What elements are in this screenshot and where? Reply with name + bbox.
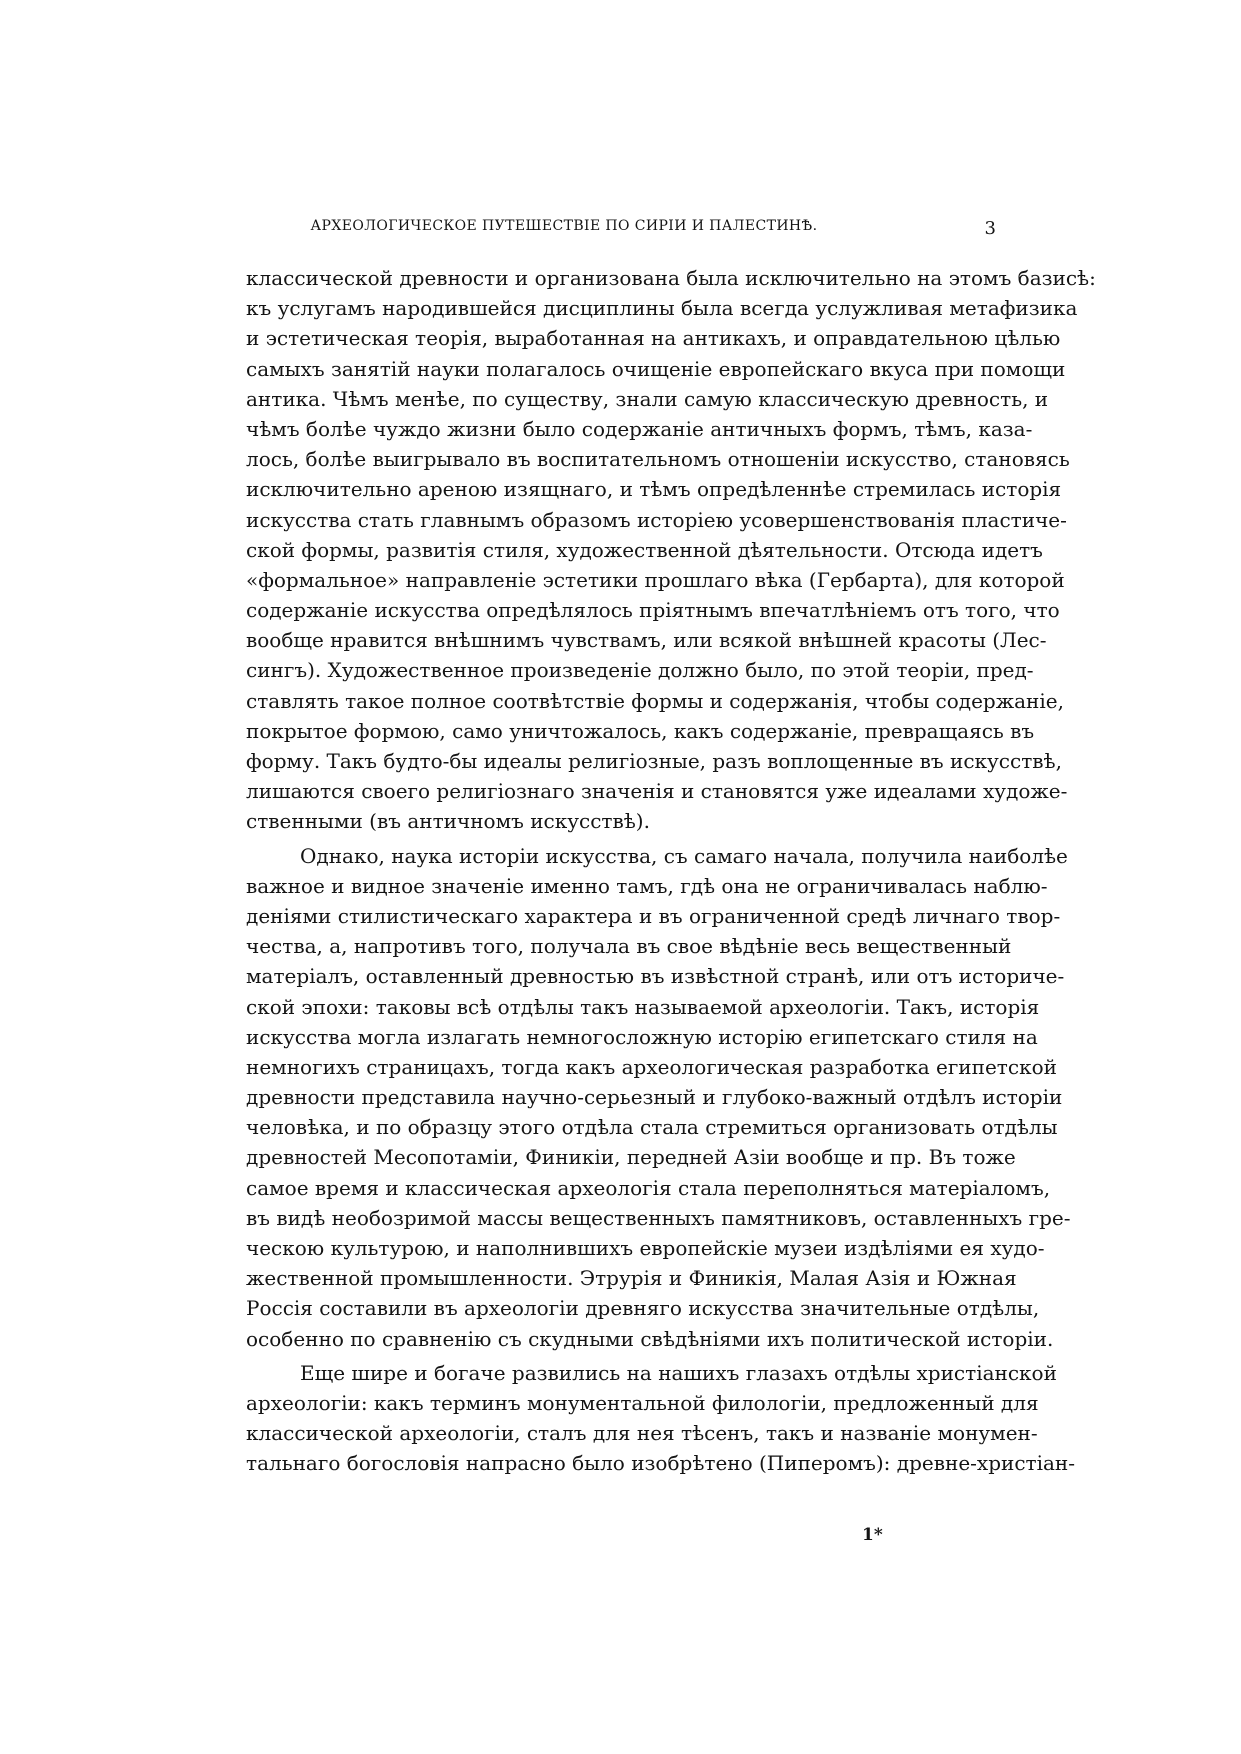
text-line: классической древности и организована была исключительно на этомъ базисѣ: xyxy=(246,266,1096,290)
text-line: ставлять такое полное соотвѣтствіе формы и содержанія, чтобы содержаніе, xyxy=(246,688,1064,713)
paragraph xyxy=(246,841,1071,1354)
text-line: покрытое формою, само уничтожалось, какъ содержаніе, превращаясь въ xyxy=(246,718,1035,743)
paragraph xyxy=(246,263,1096,837)
text-line: Однако, наука исторіи искусства, съ самаго начала, получила наиболѣе xyxy=(300,843,1068,868)
text-line: классической археологіи, сталъ для нея тѣсенъ, такъ и названіе монумен- xyxy=(246,1421,1038,1446)
text-line: форму. Такъ будто-бы идеалы религіозные, разъ воплощенные въ искусствѣ, xyxy=(246,749,1062,773)
running-head xyxy=(246,218,996,242)
text-line: самыхъ занятій науки полагалось очищеніе европейскаго вкуса при помощи xyxy=(246,356,1066,381)
page-number: 3 xyxy=(984,218,996,239)
text-line: лось, болѣе выигрывало въ воспитательномъ отношеніи искусство, становясь xyxy=(246,447,1070,472)
text-line: чества, а, напротивъ того, получала въ свое вѣдѣніе весь вещественный xyxy=(246,934,1012,959)
text-line: древности представила научно-серьезный и глубоко-важный отдѣлъ исторіи xyxy=(246,1085,1063,1110)
text-line: человѣка, и по образцу этого отдѣла стала стремиться организовать отдѣлы xyxy=(246,1115,1058,1140)
text-line: Россія составили въ археологіи древняго искусства значительные отдѣлы, xyxy=(246,1296,1040,1321)
text-line: содержаніе искусства опредѣлялось пріятнымъ впечатлѣніемъ отъ того, что xyxy=(246,598,1060,623)
text-line: особенно по сравненію съ скудными свѣдѣніями ихъ политической исторіи. xyxy=(246,1326,1054,1351)
text-line: искусства могла излагать немногосложную исторію египетскаго стиля на xyxy=(246,1024,1038,1049)
text-line: археологіи: какъ терминъ монументальной филологіи, предложенный для xyxy=(246,1390,1039,1415)
text-line: «формальное» направленіе эстетики прошлаго вѣка (Гербарта), для которой xyxy=(246,567,1065,592)
signature-mark: 1* xyxy=(862,1525,883,1545)
running-title: АРХЕОЛОГИЧЕСКОЕ ПУТЕШЕСТВIЕ ПО СИРIИ И ПАЛЕСТИНѢ. xyxy=(310,218,818,234)
text-line: матеріалъ, оставленный древностью въ извѣстной странѣ, или отъ историче- xyxy=(246,964,1065,989)
text-line: исключительно ареною изящнаго, и тѣмъ опредѣленнѣе стремилась исторія xyxy=(246,477,1062,502)
text-line: древностей Месопотаміи, Финикіи, передней Азіи вообще и пр. Въ тоже xyxy=(246,1145,1016,1170)
text-line: лишаются своего религіознаго значенія и становятся уже идеалами художе- xyxy=(246,779,1068,804)
text-line: вообще нравится внѣшнимъ чувствамъ, или всякой внѣшней красоты (Лес- xyxy=(246,628,1047,653)
text-line: къ услугамъ народившейся дисциплины была всегда услужливая метафизика xyxy=(246,296,1078,321)
text-line: чѣмъ болѣе чуждо жизни было содержаніе античныхъ формъ, тѣмъ, каза- xyxy=(246,416,1033,441)
text-line: тальнаго богословія напрасно было изобрѣтено (Пиперомъ): древне-христіан- xyxy=(246,1451,1075,1476)
text-line: ственными (въ античномъ искусствѣ). xyxy=(246,809,650,834)
text-line: антика. Чѣмъ менѣе, по существу, знали самую классическую древность, и xyxy=(246,386,1049,411)
text-line: сингъ). Художественное произведеніе должно было, по этой теоріи, пред- xyxy=(246,658,1034,683)
text-line: жественной промышленности. Этрурія и Финикія, Малая Азія и Южная xyxy=(246,1266,1017,1291)
text-line: самое время и классическая археологія стала переполняться матеріаломъ, xyxy=(246,1175,1051,1200)
text-line: и эстетическая теорія, выработанная на антикахъ, и оправдательною цѣлью xyxy=(246,326,1061,351)
text-line: ской эпохи: таковы всѣ отдѣлы такъ называемой археологіи. Такъ, исторія xyxy=(246,994,1040,1019)
text-line: въ видѣ необозримой массы вещественныхъ памятниковъ, оставленныхъ гре- xyxy=(246,1205,1071,1230)
text-line: искусства стать главнымъ образомъ исторіею усовершенствованія пластиче- xyxy=(246,507,1067,532)
text-line: важное и видное значеніе именно тамъ, гдѣ она не ограничивалась наблю- xyxy=(246,873,1048,898)
text-line: ской формы, развитія стиля, художественной дѣятельности. Отсюда идетъ xyxy=(246,537,1043,562)
body-text xyxy=(246,263,1096,1479)
paragraph xyxy=(246,1358,1075,1479)
text-line: ческою культурою, и наполнившихъ европейскіе музеи издѣліями ея худо- xyxy=(246,1236,1045,1260)
text-line: немногихъ страницахъ, тогда какъ археологическая разработка египетской xyxy=(246,1054,1057,1079)
text-line: Еще шире и богаче развились на нашихъ глазахъ отдѣлы христіанской xyxy=(300,1360,1057,1385)
text-line: деніями стилистическаго характера и въ ограниченной средѣ личнаго твор- xyxy=(246,903,1061,928)
